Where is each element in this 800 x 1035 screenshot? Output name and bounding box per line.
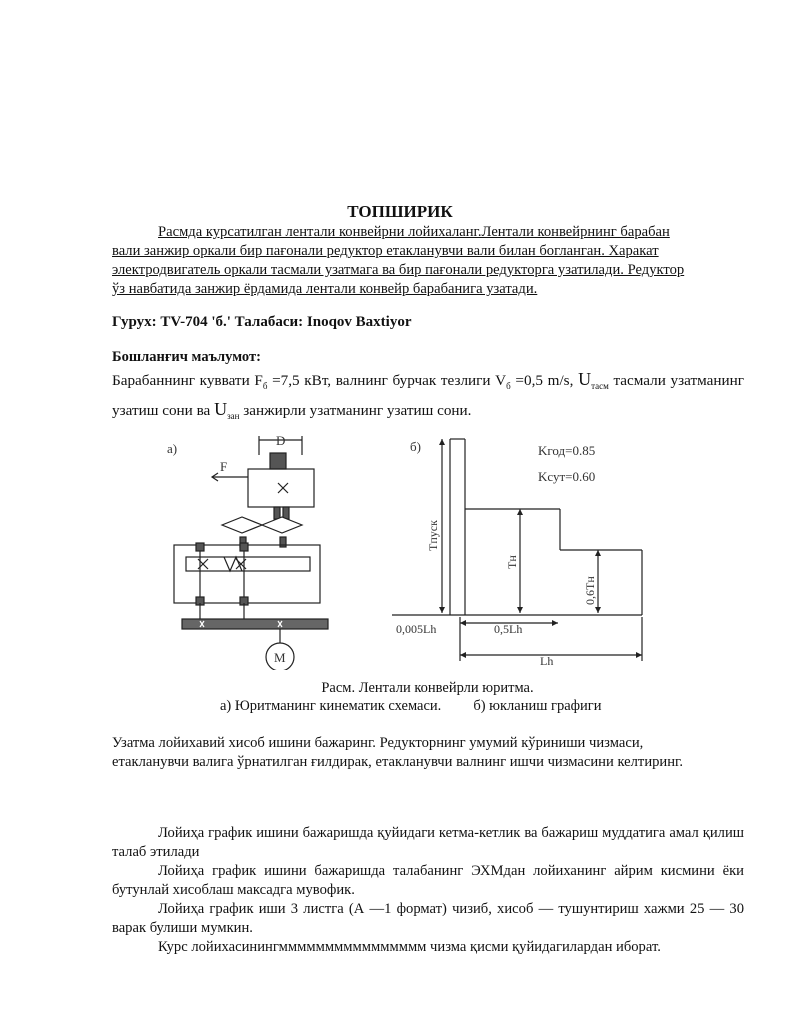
- intro-line: электродвигатель оркали тасмали узатмага ва бир пағонали редукторга узатилади. Редуктор: [112, 262, 685, 278]
- param-u: U: [214, 399, 228, 420]
- group-student-line: Гурух: TV-704 'б.' Талабаси: Inoqov Baxtiyor: [112, 314, 412, 330]
- task-line: Узатма лойихавий хисоб ишини бажаринг. Редукторнинг умумий кўриниши чизмаси,: [112, 735, 644, 751]
- label-M: M: [274, 650, 286, 665]
- initial-data-paragraph: [112, 368, 744, 428]
- label-D: D: [276, 433, 286, 448]
- intro-paragraph: [112, 223, 752, 299]
- figure-caption: Расм. Лентали конвейрли юритма.: [321, 680, 534, 696]
- page-title: ТОПШИРИК: [347, 202, 453, 221]
- note-paragraph: Лойиҳа график ишини бажаришда қуйидаги кетма-кетлик ва бажариш муддатига амал қилиш талаб этилади: [112, 825, 744, 860]
- param-sub: б: [262, 381, 268, 392]
- param-text: занжирли узатманинг узатиш сони.: [239, 402, 472, 420]
- param-sub: тасм: [591, 381, 609, 392]
- note-paragraph: Курс лойихасинингмммммммммммммммм чизма қисми қуйидагилардан иборат.: [158, 939, 661, 955]
- label-b: б): [410, 439, 421, 454]
- kinematic-scheme: [174, 436, 328, 670]
- figure-drive-and-load-graph: [160, 425, 660, 670]
- label-t-n: Tн: [505, 555, 519, 569]
- label-l-0005: 0,005Lh: [396, 622, 437, 636]
- param-text: =7,5 кВт, валнинг бурчак тезлиги V: [267, 372, 507, 389]
- notes-section: [112, 824, 744, 957]
- param-text: Барабаннинг куввати F: [112, 372, 263, 389]
- param-text: тасмали узатманинг узатиш сони ва: [112, 372, 744, 420]
- initial-data-heading: Бошланғич маълумот:: [112, 349, 261, 365]
- param-sub: б: [506, 381, 511, 392]
- label-F: F: [220, 459, 228, 474]
- label-t-06: 0,6Tн: [583, 576, 597, 605]
- label-kgod: Kгод=0.85: [538, 443, 596, 458]
- intro-line: ўз навбатида занжир ёрдамида лентали конвейр барабанига узатади.: [112, 281, 538, 297]
- label-a: а): [167, 441, 178, 456]
- param-text: =0,5 m/s,: [510, 372, 579, 389]
- label-ksut: Kсут=0.60: [538, 469, 596, 484]
- intro-line: Расмда курсатилган лентали конвейрни лойихаланг.Лентали конвейрнинг барабан: [158, 224, 670, 240]
- intro-line: вали занжир оркали бир пағонали редуктор етакланувчи вали билан богланган. Харакат: [112, 243, 659, 259]
- param-u: U: [578, 369, 592, 389]
- label-l-05: 0,5Lh: [494, 622, 523, 636]
- task-line: етакланувчи валига ўрнатилган ғилдирак, етакланувчи валнинг ишчи чизмасини келтиринг.: [112, 754, 684, 770]
- note-paragraph: Лойиҳа график ишини бажаришда талабанинг ЭХМдан лойиханинг айрим кисмини ёки бутунлай хисоблаш максадга мувофик.: [112, 863, 744, 898]
- figure-subcaption: [220, 698, 602, 715]
- task-paragraph: [112, 734, 752, 772]
- param-sub: зан: [227, 411, 240, 422]
- label-l-h: Lh: [540, 654, 554, 668]
- note-paragraph: Лойиҳа график иши 3 листга (А —1 формат) чизиб, хисоб — тушунтириш хажми 25 — 30 варак булиши мумкин.: [112, 901, 744, 936]
- subcaption-b: б) юкланиш графиги: [473, 698, 602, 714]
- subcaption-a: а) Юритманинг кинематик схемаси.: [220, 698, 442, 714]
- label-t-pusk: Tпуск: [426, 520, 440, 551]
